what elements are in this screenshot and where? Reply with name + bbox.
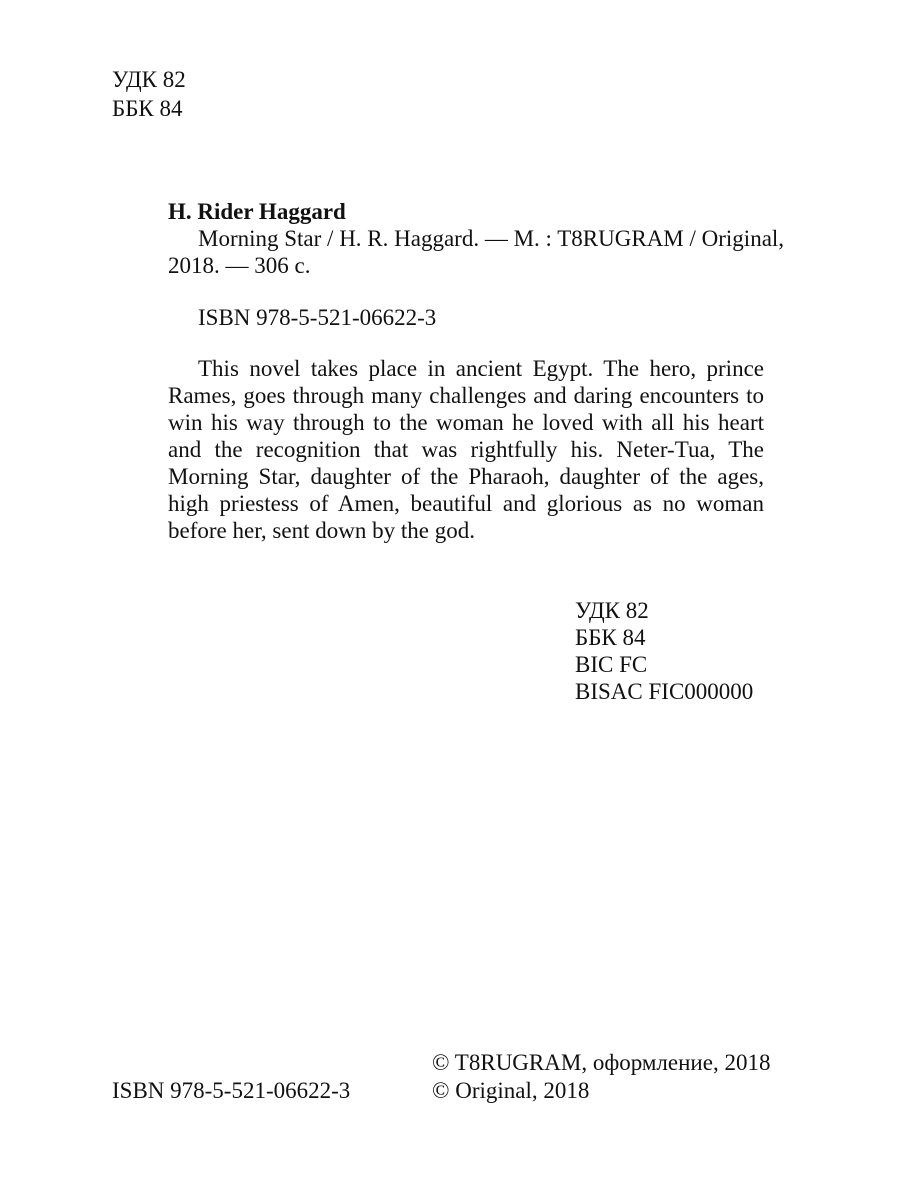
top-bbk-code: ББК 84 — [112, 96, 183, 121]
catalog-record — [168, 198, 785, 567]
top-udk-code: УДК 82 — [112, 67, 186, 92]
top-classification-codes — [112, 65, 186, 123]
bottom-isbn: ISBN 978-5-521-06622-3 — [112, 1078, 351, 1103]
bic-code: BIC FC — [575, 652, 648, 677]
bisac-code: BISAC FIC000000 — [575, 679, 754, 704]
citation-line-2: 2018. — 306 с. — [168, 253, 311, 278]
right-bbk-code: ББК 84 — [575, 625, 646, 650]
book-annotation: This novel takes place in ancient Egypt. The hero, prince Rames, goes through many challenges and daring encounters to win his way through to the woman he loved with all his heart and the recognition that was rightfully his. Neter-Tua, The Morning Star, daughter of the Pharaoh, daughter of the ages, high priestess of Amen, beautiful and glorious as no woman before her, sent down by the god. — [168, 356, 764, 543]
copyright-original: © Original, 2018 — [432, 1078, 590, 1103]
right-udk-code: УДК 82 — [575, 598, 649, 623]
author-name: H. Rider Haggard — [168, 199, 346, 224]
copyright-design: © T8RUGRAM, оформление, 2018 — [432, 1050, 771, 1075]
copyright-block — [432, 1049, 770, 1105]
catalog-isbn: ISBN 978-5-521-06622-3 — [198, 305, 437, 330]
citation-line-1: Morning Star / H. R. Haggard. — M. : T8RUGRAM / Original, — [198, 226, 785, 251]
right-classification-codes — [575, 597, 753, 705]
